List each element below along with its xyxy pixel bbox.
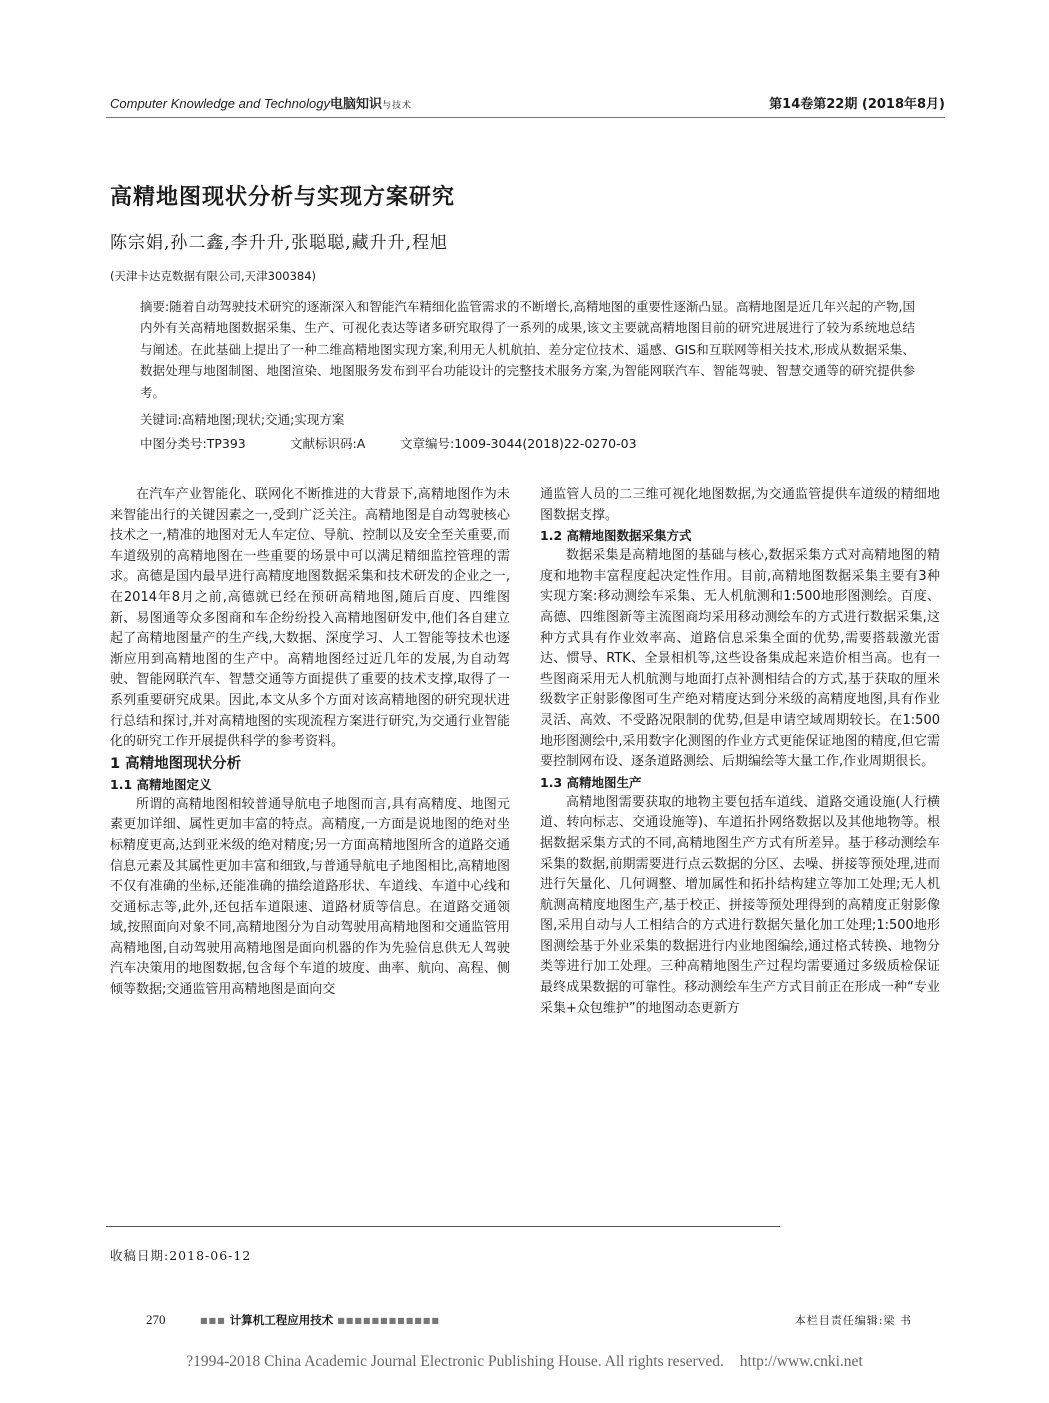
article-title: 高精地图现状分析与实现方案研究 (110, 185, 456, 210)
production-paragraph: 高精地图需要获取的地物主要包括车道线、道路交通设施(人行横道、转向标志、交通设施等)、车道拓扑网络数据以及其他地物等。根据数据采集方式的不同,高精地图生产方式有所差异。基于移动测绘车采集的数据,前期需要进行点云数据的分区、去噪、拼接等预处理,进而进行矢量化、几何调整、增加属性和拓扑结构建立等加工处理;无人机航测高精度地图生产,基于校正、拼接等预处理得到的高精度正射影像图,采用自动与人工相结合的方式进行数据矢量化加工处理;1:500地形图测绘基于外业采集的数据进行内业地图编绘,通过格式转换、地物分类等进行加工处理。三种高精地图生产过程均需要通过多级质检保证最终成果数据的可靠性。移动测绘车生产方式目前正在形成一种“专业采集+众包维护”的地图动态更新方 (540, 794, 940, 1016)
body-right-column (540, 485, 940, 1019)
copyright-text: ?1994-2018 China Academic Journal Electronic Publishing House. All rights reserved. (186, 1353, 724, 1370)
received-date: 收稿日期:2018-06-12 (110, 1248, 252, 1263)
keywords: 关键词:高精地图;现状;交通;实现方案 (140, 412, 345, 427)
article-affiliation: (天津卡达克数据有限公司,天津300384) (110, 269, 317, 283)
section-heading-1-2: 1.2 高精地图数据采集方式 (540, 528, 692, 544)
dots-right-decoration: ■■■■■■■■■■■■ (337, 1316, 440, 1325)
running-header-journal (110, 93, 412, 112)
classification-line (140, 434, 740, 452)
continued-paragraph: 通监管人员的二三维可视化地图数据,为交通监管提供车道级的精细地图数据支撑。 (540, 487, 940, 523)
section-heading-1-3: 1.3 高精地图生产 (540, 774, 642, 790)
cnki-url: http://www.cnki.net (739, 1353, 863, 1370)
article-number: 文章编号:1009-3044(2018)22-0270-03 (400, 436, 637, 451)
journal-section-label: 计算机工程应用技术 (229, 1313, 334, 1327)
collection-paragraph: 数据采集是高精地图的基础与核心,数据采集方式对高精地图的精度和地物丰富程度起决定性作用。目前,高精地图数据采集主要有3种实现方案:移动测绘车采集、无人机航测和1:500地形图测绘。百度、高德、四维图新等主流图商均采用移动测绘车的方式进行数据采集,这种方式具有作业效率高、道路信息采集全面的优势,需要搭载激光雷达、惯导、RTK、全景相机等,这些设备集成起来造价相当高。也有一些图商采用无人机航测与地面打点补测相结合的方式,基于获取的厘米级数字正射影像图可生产绝对精度达到分米级的高精度地图,具有作业灵活、高效、不受路况限制的优势,但是申请空域周期较长。在1:500地形图测绘中,采用数字化测图的作业方式更能保证地图的精度,但它需要控制网布设、逐条道路测绘、后期编绘等大量工作,作业周期很长。 (540, 548, 940, 770)
issue-info: 第14卷第22期 (2018年8月) (769, 97, 945, 112)
journal-section (200, 1312, 440, 1328)
article-authors: 陈宗娟,孙二鑫,李升升,张聪聪,藏升升,程旭 (110, 233, 449, 253)
journal-name-cn: 电脑知识 (329, 97, 382, 112)
body-left-column (110, 485, 510, 1001)
definition-paragraph: 所谓的高精地图相较普通导航电子地图而言,具有高精度、地图元素更加详细、属性更加丰富的特点。高精度,一方面是说地图的绝对坐标精度更高,达到亚米级的绝对精度;另一方面高精地图所含的道路交通信息元素及其属性更加丰富和细致,与普通导航电子地图相比,高精地图不仅有准确的坐标,还能准确的描绘道路形状、车道线、车道中心线和交通标志等,此外,还包括车道限速、道路材质等信息。在道路交通领域,按照面向对象不同,高精地图分为自动驾驶用高精地图和交通监管用高精地图,自动驾驶用高精地图是面向机器的作为先验信息供无人驾驶汽车决策用的地图数据,包含每个车道的坡度、曲率、航向、高程、侧倾等数据;交通监管用高精地图是面向交 (110, 796, 510, 998)
clc-number: 中图分类号:TP393 (140, 436, 246, 451)
section-heading-1-1: 1.1 高精地图定义 (110, 776, 212, 792)
intro-paragraph: 在汽车产业智能化、联网化不断推进的大背景下,高精地图作为未来智能出行的关键因素之一,受到广泛关注。高精地图是自动驾驶核心技术之一,精准的地图对无人车定位、导航、控制以及安全至关重要,而车道级别的高精地图在一些重要的场景中可以满足精细监控管理的需求。高德是国内最早进行高精度地图数据采集和技术研发的企业之一,在2014年8月之前,高德就已经在预研高精地图,随后百度、四维图新、易图通等众多图商和车企纷纷投入高精地图研发中,他们各自建立起了高精地图量产的生产线,大数据、深度学习、人工智能等技术也逐渐应用到高精地图的生产中。高精地图经过近几年的发展,为自动驾驶、智能网联汽车、智慧交通等方面提供了重要的技术支撑,取得了一系列重要研究成果。因此,本文从多个方面对该高精地图的研究现状进行总结和探讨,并对高精地图的实现流程方案进行研究,为交通行业智能化的研究工作开展提供科学的参考资料。 (110, 487, 510, 750)
section-heading-1: 1 高精地图现状分析 (110, 755, 242, 772)
page-number: 270 (146, 1312, 166, 1327)
dots-left-decoration: ■■■ (200, 1316, 226, 1325)
footnote-divider (106, 1226, 780, 1227)
journal-name-en: Computer Knowledge and Technology (110, 96, 330, 111)
journal-name-cn-small: 与技术 (381, 101, 412, 111)
section-editor: 本栏目责任编辑:梁 书 (794, 1314, 912, 1327)
document-code: 文献标识码:A (290, 436, 366, 451)
header-divider (106, 117, 945, 118)
abstract: 摘要:随着自动驾驶技术研究的逐渐深入和智能汽车精细化监管需求的不断增长,高精地图的重要性逐渐凸显。高精地图是近几年兴起的产物,国内外有关高精地图数据采集、生产、可视化表达等诸多研究取得了一系列的成果,该文主要就高精地图目前的研究进展进行了较为系统地总结与阐述。在此基础上提出了一种二维高精地图实现方案,利用无人机航拍、差分定位技术、遥感、GIS和互联网等相关技术,形成从数据采集、数据处理与地图制图、地图渲染、地图服务发布到平台功能设计的完整技术服务方案,为智能网联汽车、智能驾驶、智慧交通等的研究提供参考。 (140, 299, 915, 400)
copyright-line (0, 1353, 1049, 1371)
